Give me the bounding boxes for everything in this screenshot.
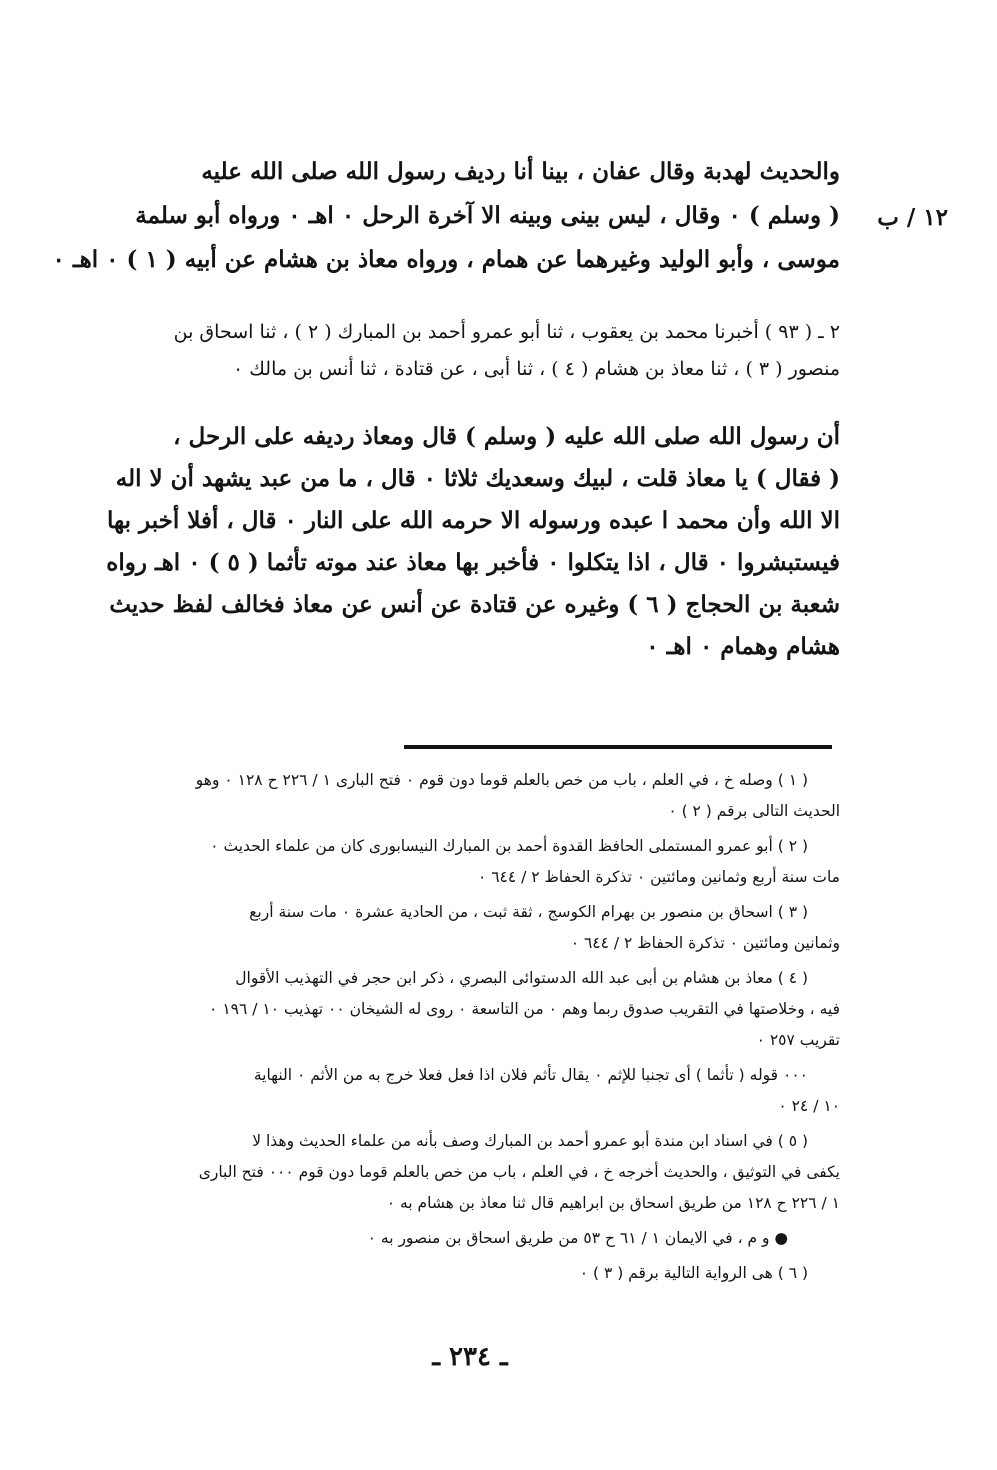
footnote-4	[88, 963, 840, 1056]
hadith-text	[88, 416, 840, 668]
footnote-line: ( ٥ ) في اسناد ابن مندة أبو عمرو أحمد بن المبارك وصف بأنه من علماء الحديث وهذا لا	[252, 1132, 808, 1150]
footnote-note-ta-aththuman	[88, 1060, 840, 1122]
footnote-line: تقريب ٢٥٧ ٠	[756, 1031, 840, 1049]
text-line: والحديث لهدبة وقال عفان ، بينا أنا رديف رسول الله صلى الله عليه	[201, 158, 840, 185]
page-number: ـ ٢٣٤ ـ	[432, 1342, 508, 1372]
footnote-divider	[404, 745, 832, 749]
text-line: هشام وهمام ٠ اهـ ٠	[646, 633, 840, 660]
footnote-line: وثمانين ومائتين ٠ تذكرة الحفاظ ٢ / ٦٤٤ ٠	[570, 934, 840, 952]
footnote-1	[88, 765, 840, 827]
text-line: ( وسلم ) ٠ وقال ، ليس بينى وبينه الا آخرة الرحل ٠ اهـ ٠ ورواه أبو سلمة	[135, 202, 840, 229]
footnote-line: مات سنة أربع وثمانين ومائتين ٠ تذكرة الحفاظ ٢ / ٦٤٤ ٠	[477, 868, 840, 886]
footnote-2	[88, 831, 840, 893]
footnote-3	[88, 897, 840, 959]
text-line: ( فقال ) يا معاذ قلت ، لبيك وسعديك ثلاثا ٠ قال ، ما من عبد يشهد أن لا اله	[115, 465, 840, 492]
footnote-5	[88, 1126, 840, 1219]
footnote-6	[88, 1258, 840, 1289]
footnote-line: ٠٠٠ قوله ( تأثما ) أى تجنبا للإثم ٠ يقال تأثم فلان اذا فعل فعلا خرج به من الأثم ٠ النهاية	[253, 1066, 808, 1084]
footnote-line: ( ٤ ) معاذ بن هشام بن أبى عبد الله الدستوائى البصري ، ذكر ابن حجر في التهذيب الأقوال	[235, 969, 808, 987]
manuscript-folio-reference: ١٢ / ب	[877, 204, 948, 231]
paragraph-narration	[52, 150, 840, 282]
footnote-5-addendum	[88, 1223, 840, 1254]
text-line: شعبة بن الحجاج ( ٦ ) وغيره عن قتادة عن أنس عن معاذ فخالف لفظ حديث	[109, 591, 840, 618]
footnotes	[88, 765, 840, 1293]
text-line: موسى ، وأبو الوليد وغيرهما عن همام ، ورواه معاذ بن هشام عن أبيه ( ١ ) ٠ اهـ ٠	[52, 246, 840, 273]
footnote-line: ١ / ٢٢٦ ح ١٢٨ من طريق اسحاق بن ابراهيم قال ثنا معاذ بن هشام به ٠	[386, 1194, 840, 1212]
footnote-line: يكفى في التوثيق ، والحديث أخرجه خ ، في العلم ، باب من خص بالعلم قوما دون قوم ٠٠٠ فتح البارى	[198, 1163, 840, 1181]
footnote-line: ( ٣ ) اسحاق بن منصور بن بهرام الكوسج ، ثقة ثبت ، من الحادية عشرة ٠ مات سنة أربع	[249, 903, 808, 921]
footnote-line: ● و م ، في الايمان ١ / ٦١ ح ٥٣ من طريق اسحاق بن منصور به ٠	[367, 1229, 788, 1247]
text-line: الا الله وأن محمد ا عبده ورسوله الا حرمه الله على النار ٠ قال ، أفلا أخبر بها	[106, 507, 840, 534]
footnote-line: الحديث التالى برقم ( ٢ ) ٠	[668, 802, 840, 820]
text-line: منصور ( ٣ ) ، ثنا معاذ بن هشام ( ٤ ) ، ثنا أبى ، عن قتادة ، ثنا أنس بن مالك ٠	[233, 358, 840, 380]
footnote-line: فيه ، وخلاصتها في التقريب صدوق ربما وهم ٠ من التاسعة ٠ روى له الشيخان ٠٠ تهذيب ١٠ / ١٩٦ ٠	[209, 1000, 840, 1018]
text-line: فيستبشروا ٠ قال ، اذا يتكلوا ٠ فأخبر بها معاذ عند موته تأثما ( ٥ ) ٠ اهـ رواه	[106, 549, 840, 576]
footnote-line: ( ١ ) وصله خ ، في العلم ، باب من خص بالعلم قوما دون قوم ٠ فتح البارى ١ / ٢٢٦ ح ١٢٨ ٠ وهو	[195, 771, 808, 789]
isnad-chain	[88, 314, 840, 388]
footnote-line: ١٠ / ٢٤ ٠	[778, 1097, 840, 1115]
footnote-line: ( ٦ ) هى الرواية التالية برقم ( ٣ ) ٠	[579, 1264, 808, 1282]
text-line: ٢ ـ ( ٩٣ ) أخبرنا محمد بن يعقوب ، ثنا أبو عمرو أحمد بن المبارك ( ٢ ) ، ثنا اسحاق بن	[173, 321, 840, 343]
text-line: أن رسول الله صلى الله عليه ( وسلم ) قال ومعاذ رديفه على الرحل ،	[173, 423, 840, 450]
footnote-line: ( ٢ ) أبو عمرو المستملى الحافظ القدوة أحمد بن المبارك النيسابورى كان من علماء الحديث ٠	[210, 837, 808, 855]
